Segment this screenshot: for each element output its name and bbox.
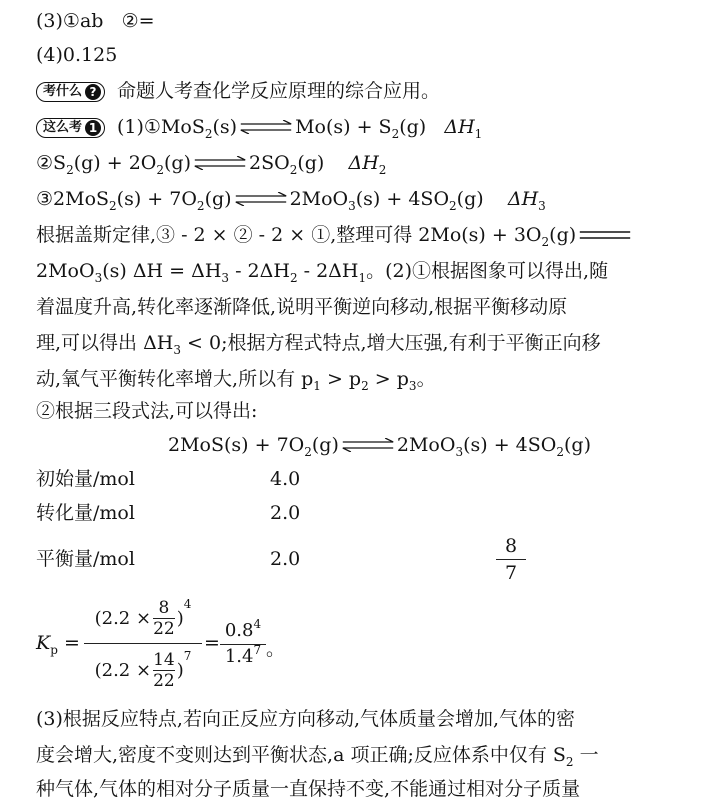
p1-text: (s) ΔH = ΔH (102, 260, 222, 282)
p1-text: 2MoO (36, 260, 95, 282)
kp-second-equals: = (204, 632, 220, 654)
equilibrium-arrow-icon (234, 192, 288, 206)
kp-main-bar (84, 643, 202, 644)
eq1-enthalpy: ΔH (444, 116, 475, 138)
eq3-enthalpy-sub: 3 (538, 199, 546, 213)
row-change-value: 2.0 (270, 502, 301, 524)
paragraph-hess-line-4 (36, 330, 601, 358)
eq2-enthalpy: ΔH (348, 152, 379, 174)
fraction-numerator: 8 (504, 535, 518, 557)
kp-num-text: (2.2 × (94, 607, 152, 629)
eq4-part: (g) (311, 434, 339, 456)
paragraph-3-line-2 (36, 742, 599, 770)
result-den-exp: 7 (253, 643, 262, 657)
result-numerator (220, 617, 266, 643)
eq2-sub: 2 (66, 163, 74, 177)
p1-text: 。 (416, 368, 436, 390)
badge-zhe-me-kao (36, 118, 105, 138)
p1-sub: 3 (408, 379, 417, 393)
p3-sub: 2 (565, 755, 574, 769)
p1-sub: 2 (541, 235, 550, 249)
eq1-lhs: (1)①MoS (117, 116, 205, 138)
eq2-part: 2SO (249, 152, 290, 174)
eq3-part: (s) + 7O (116, 188, 197, 210)
equation-3 (36, 186, 546, 214)
eq1-rhs: Mo(s) + S (295, 116, 392, 138)
kp-num-inner-fraction (153, 598, 175, 639)
method-line: ②根据三段式法,可以得出: (36, 400, 258, 422)
topic-text: 命题人考查化学反应原理的综合应用。 (117, 80, 441, 102)
equilibrium-arrow-icon (193, 156, 247, 170)
kp-big-fraction (84, 594, 202, 694)
p3-text: 度会增大,密度不变则达到平衡状态,a 项正确;反应体系中仅有 S (36, 744, 566, 766)
answer-3-part-b: ②= (121, 10, 155, 32)
equilibrium-arrow-icon (239, 120, 293, 134)
badge-kao-shen-me (36, 82, 105, 102)
eq4-part: (s) + 4SO (463, 434, 557, 456)
kp-numerator (84, 594, 202, 642)
fraction-denominator: 7 (504, 562, 518, 584)
kp-num-text: ) (176, 607, 184, 629)
equation-2 (36, 150, 386, 178)
eq2-part: (g) (164, 152, 191, 174)
p1-text: - 2ΔH (229, 260, 290, 282)
kp-den-text: ) (176, 659, 184, 681)
kp-den-exponent: 7 (183, 649, 192, 663)
kp-den-text: (2.2 × (94, 659, 152, 681)
kp-num-exponent: 4 (183, 597, 192, 611)
eq4-sub: 2 (304, 445, 312, 459)
eq4-sub: 2 (556, 445, 564, 459)
topic-line (36, 78, 440, 104)
eq4-part: (g) (564, 434, 591, 456)
kp-period: 。 (266, 638, 286, 660)
row-initial-value: 4.0 (270, 468, 301, 490)
p1-text: 根据盖斯定律,③ - 2 × ② - 2 × ①,整理可得 2Mo(s) + 3O (36, 224, 542, 246)
p1-text: > p (368, 368, 409, 390)
eq3-sub: 3 (348, 199, 356, 213)
eq2-part: (g) (297, 152, 325, 174)
kp-den-inner-fraction (153, 650, 175, 691)
answer-3-part-a: (3)①ab (36, 10, 104, 32)
p1-sub: 1 (358, 271, 367, 285)
p1-text: 动,氧气平衡转化率增大,所以有 p (36, 368, 314, 390)
eq3-part: 2MoO (289, 188, 349, 210)
eq1-enthalpy-sub: 1 (474, 127, 483, 141)
result-num-text: 0.8 (224, 620, 254, 641)
eq1-lhs-state: (s) (212, 116, 238, 138)
equation-1 (36, 114, 482, 142)
paragraph-3-line-3: 种气体,气体的相对分子质量一直保持不变,不能通过相对分子质量 (36, 778, 581, 800)
eq3-sub: 2 (109, 199, 117, 213)
row-equilibrium-value: 2.0 (270, 548, 301, 570)
eq3-part: (g) (456, 188, 484, 210)
result-denominator (220, 643, 266, 669)
eq4-sub: 3 (455, 445, 464, 459)
eq3-enthalpy: ΔH (507, 188, 539, 210)
paragraph-hess-line-3: 着温度升高,转化率逐渐降低,说明平衡逆向移动,根据平衡移动原 (36, 296, 568, 318)
p1-text: 。(2)①根据图象可以得出,随 (366, 260, 609, 282)
eq2-sub: 2 (156, 163, 164, 177)
equation-ice (168, 432, 591, 460)
p1-sub: 3 (94, 271, 103, 285)
eq2-sub: 2 (289, 163, 298, 177)
p1-text: - 2ΔH (297, 260, 359, 282)
p1-text: < 0;根据方程式特点,增大压强,有利于平衡正向移 (181, 332, 601, 354)
eq1-rhs-sub: 2 (391, 127, 400, 141)
badge-kao-text: 考什么 (43, 84, 83, 99)
badge-zhe-text: 这么考 (43, 120, 83, 135)
fraction-bar (496, 559, 526, 560)
so2-equilibrium-fraction (496, 534, 526, 585)
double-equals-icon (578, 228, 632, 242)
eq3-part: (g) (204, 188, 232, 210)
eq3-part: ③2MoS (36, 188, 110, 210)
row-change-label: 转化量/mol (36, 502, 135, 524)
p1-text: 理,可以得出 ΔH (36, 332, 174, 354)
eq4-part: 2MoS(s) + 7O (168, 434, 305, 456)
eq2-part: ②S (36, 152, 67, 174)
eq1-rhs-state: (g) (399, 116, 427, 138)
answer-3 (36, 8, 155, 34)
eq1-sub: 2 (204, 127, 213, 141)
answer-4: (4)0.125 (36, 44, 118, 66)
inner-numerator: 8 (158, 597, 170, 618)
question-mark-icon: ? (85, 84, 101, 100)
kp-symbol (36, 630, 80, 658)
kp-equals: = (63, 632, 80, 654)
p1-text: > p (320, 368, 362, 390)
kp-result-fraction (220, 617, 266, 669)
p1-sub: 2 (361, 379, 369, 393)
p1-sub: 2 (289, 271, 298, 285)
kp-sub: p (50, 643, 58, 657)
eq3-part: (s) + 4SO (355, 188, 450, 210)
p3-text: 一 (573, 744, 599, 766)
number-one-icon: 1 (85, 120, 101, 136)
inner-numerator: 14 (153, 649, 175, 670)
row-initial-label: 初始量/mol (36, 468, 135, 490)
paragraph-3-line-1: (3)根据反应特点,若向正反应方向移动,气体质量会增加,气体的密 (36, 708, 576, 730)
result-den-text: 1.4 (224, 646, 254, 667)
paragraph-hess-line-1 (36, 222, 634, 250)
p1-sub: 3 (173, 343, 182, 357)
eq2-enthalpy-sub: 2 (378, 163, 387, 177)
equilibrium-arrow-icon (341, 438, 395, 452)
eq4-part: 2MoO (396, 434, 456, 456)
kp-letter: K (36, 632, 51, 654)
paragraph-hess-line-2 (36, 258, 608, 286)
p1-sub: 3 (221, 271, 230, 285)
p1-text: (g) (549, 224, 577, 246)
row-equilibrium-label: 平衡量/mol (36, 548, 135, 570)
inner-denominator: 22 (153, 670, 175, 691)
eq2-part: (g) + 2O (73, 152, 157, 174)
paragraph-hess-line-5 (36, 366, 436, 394)
kp-denominator (84, 646, 202, 694)
eq3-sub: 2 (196, 199, 205, 213)
result-num-exp: 4 (253, 617, 262, 631)
eq3-sub: 2 (449, 199, 457, 213)
inner-denominator: 22 (153, 618, 175, 639)
p1-sub: 1 (313, 379, 321, 393)
